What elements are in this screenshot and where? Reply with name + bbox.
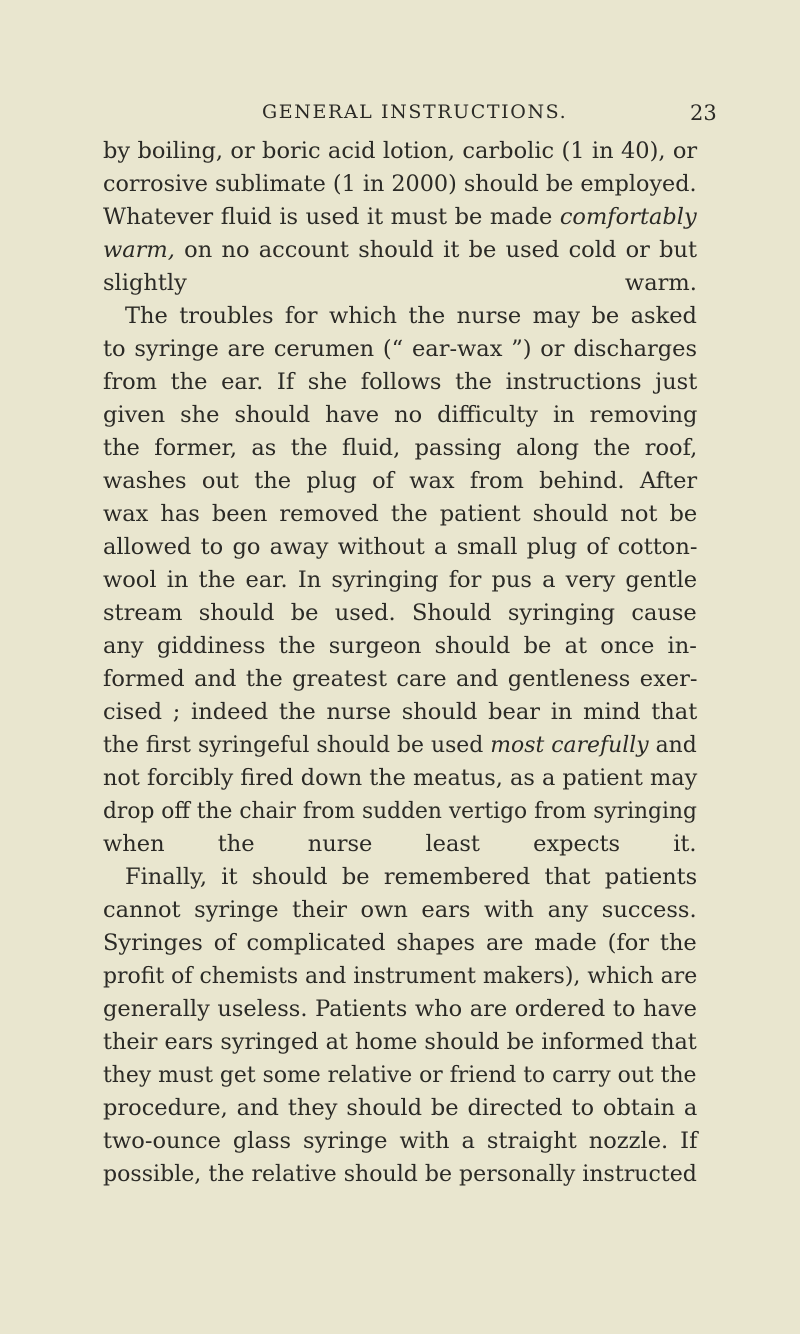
line-text: cised ; indeed the nurse should bear in mind that (103, 699, 698, 725)
text-line (103, 1125, 697, 1157)
line-text: by boiling, or boric acid lotion, carbolic (1 in 40), or (103, 138, 698, 164)
line-text: they must get some relative or friend to carry out the (103, 1062, 697, 1088)
text-line (103, 894, 697, 926)
text-line (103, 234, 697, 266)
text-line (103, 432, 697, 464)
running-title: GENERAL INSTRUCTIONS. (262, 101, 568, 123)
line-text: wool in the ear. In syringing for pus a very gentle (103, 567, 698, 593)
line-text: washes out the plug of wax from behind. After (103, 468, 698, 494)
text-line (103, 696, 697, 728)
line-text: slightly warm. (103, 270, 697, 296)
line-text: possible, the relative should be personally instructed (103, 1161, 697, 1187)
text-line (103, 366, 697, 398)
line-text: when the nurse least expects it. (103, 831, 697, 857)
text-line (103, 630, 697, 662)
line-text: Syringes of complicated shapes are made (for the (103, 930, 697, 956)
text-line (103, 531, 697, 563)
text-line (103, 960, 697, 992)
text-line (103, 267, 697, 299)
page-number: 23 (690, 101, 717, 125)
text-line (125, 300, 697, 332)
italic-text: comfortably (559, 204, 697, 230)
line-text: drop off the chair from sudden vertigo from syringing (103, 798, 697, 824)
line-text: on no account should it be used cold or but (174, 237, 698, 263)
line-text: allowed to go away without a small plug of cotton- (103, 534, 698, 560)
line-text: the former, as the fluid, passing along the roof, (103, 435, 698, 461)
text-line (103, 1092, 697, 1124)
line-text: two-ounce glass syringe with a straight nozzle. If (103, 1128, 698, 1154)
line-text: cannot syringe their own ears with any success. (103, 897, 697, 923)
italic-text: most carefully (490, 732, 649, 758)
line-text: procedure, and they should be directed to obtain a (103, 1095, 698, 1121)
text-line (103, 333, 697, 365)
text-line (103, 465, 697, 497)
line-text: corrosive sublimate (1 in 2000) should be employed. (103, 171, 697, 197)
line-text: to syringe are cerumen (“ ear-wax ”) or discharges (103, 336, 698, 362)
line-text: any giddiness the surgeon should be at once in- (103, 633, 697, 659)
line-text: The troubles for which the nurse may be asked (125, 303, 697, 329)
line-text: their ears syringed at home should be informed that (103, 1029, 697, 1055)
line-text: Finally, it should be remembered that patients (125, 864, 698, 890)
line-text: from the ear. If she follows the instructions just (103, 369, 698, 395)
line-text: generally useless. Patients who are ordered to have (103, 996, 697, 1022)
text-line (103, 927, 697, 959)
line-text: and (648, 732, 697, 758)
text-line (103, 993, 697, 1025)
text-line (103, 564, 697, 596)
text-line (125, 861, 697, 893)
text-line (103, 729, 697, 761)
text-line (103, 201, 697, 233)
line-text: the first syringeful should be used (103, 732, 491, 758)
line-text: not forcibly fired down the meatus, as a patient may (103, 765, 698, 791)
line-text: profit of chemists and instrument makers), which are (103, 963, 698, 989)
text-line (103, 1059, 697, 1091)
text-line (103, 135, 697, 167)
text-line (103, 762, 697, 794)
text-line (103, 399, 697, 431)
text-line (103, 828, 697, 860)
line-text: stream should be used. Should syringing cause (103, 600, 697, 626)
line-text: Whatever fluid is used it must be made (103, 204, 560, 230)
running-head (0, 101, 800, 131)
italic-text: warm, (103, 237, 175, 263)
text-line (103, 795, 697, 827)
text-line (103, 498, 697, 530)
line-text: formed and the greatest care and gentleness exer- (103, 666, 698, 692)
text-line (103, 597, 697, 629)
text-line (103, 1026, 697, 1058)
text-line (103, 168, 697, 200)
line-text: given she should have no difficulty in removing (103, 402, 698, 428)
text-line (103, 663, 697, 695)
text-line (103, 1158, 697, 1190)
line-text: wax has been removed the patient should not be (103, 501, 698, 527)
